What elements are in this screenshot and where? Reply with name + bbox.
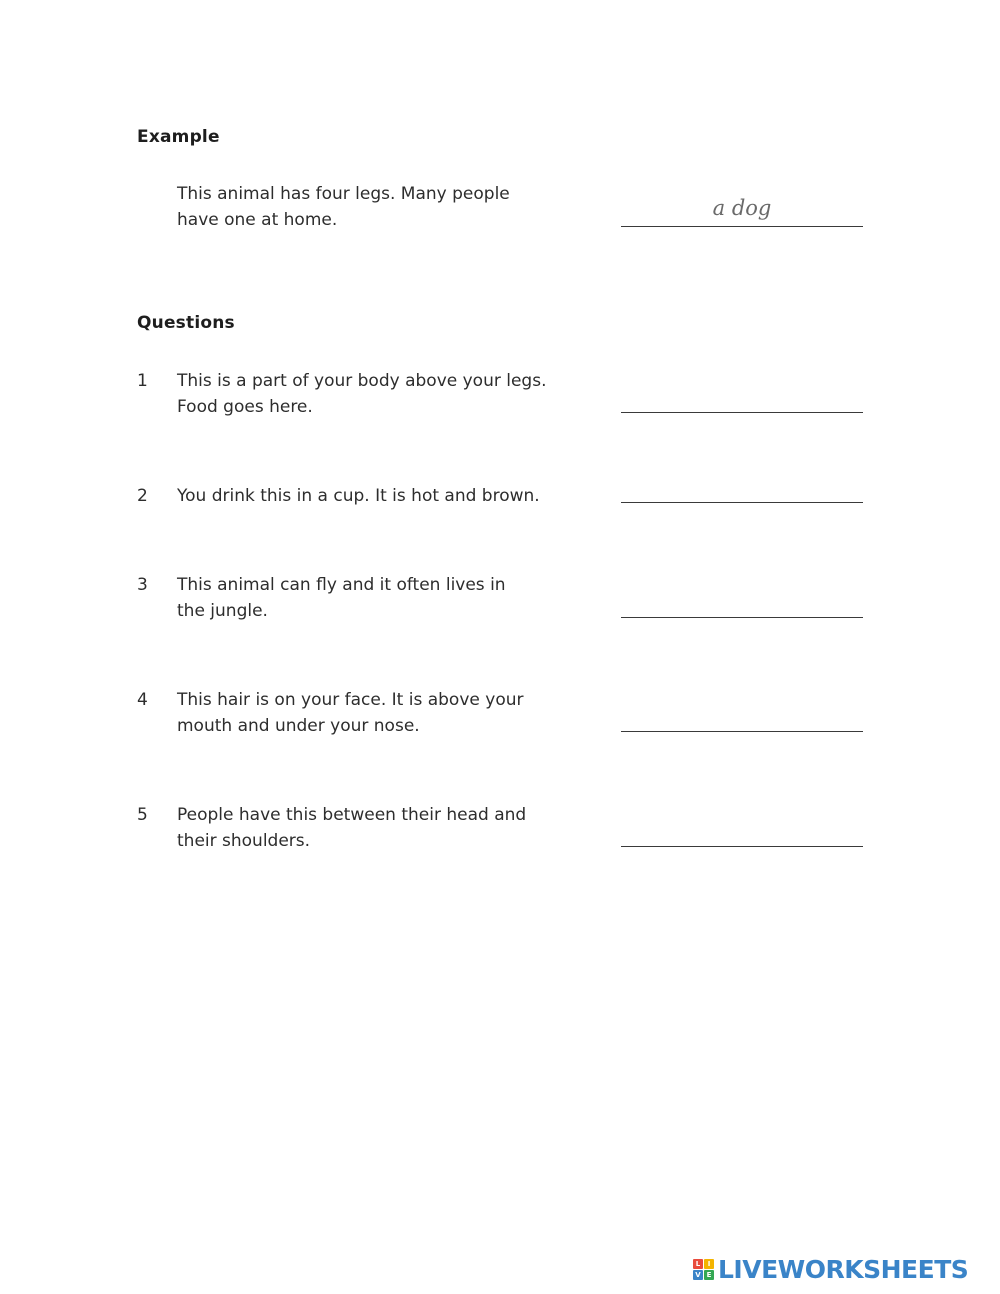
question-line: mouth and under your nose. <box>177 716 420 736</box>
logo-block: I <box>704 1259 714 1269</box>
logo-text: LIVEWORKSHEETS <box>718 1254 969 1284</box>
question-number: 5 <box>137 805 148 825</box>
question-line: You drink this in a cup. It is hot and brown. <box>177 486 540 506</box>
logo-blocks-icon <box>693 1259 714 1280</box>
question-line: This animal can fly and it often lives in <box>177 575 506 595</box>
question-prompt <box>177 572 577 624</box>
logo-block: L <box>693 1259 703 1269</box>
answer-input-4[interactable] <box>621 702 863 730</box>
example-prompt-line: have one at home. <box>177 210 338 230</box>
question-number: 1 <box>137 371 148 391</box>
answer-input-5[interactable] <box>621 817 863 845</box>
answer-input-3[interactable] <box>621 588 863 616</box>
liveworksheets-logo <box>693 1254 968 1284</box>
logo-block: V <box>693 1270 703 1280</box>
question-prompt <box>177 802 577 854</box>
example-heading: Example <box>137 127 220 147</box>
answer-input-1[interactable] <box>621 383 863 411</box>
answer-line-1 <box>621 412 863 413</box>
answer-line-5 <box>621 846 863 847</box>
answer-line-4 <box>621 731 863 732</box>
question-line: Food goes here. <box>177 397 313 417</box>
questions-heading: Questions <box>137 313 235 333</box>
answer-input-2[interactable] <box>621 473 863 501</box>
example-answer-line <box>621 226 863 227</box>
question-prompt <box>177 483 577 509</box>
question-line: This hair is on your face. It is above your <box>177 690 524 710</box>
example-answer: a dog <box>712 196 772 220</box>
answer-line-3 <box>621 617 863 618</box>
question-number: 4 <box>137 690 148 710</box>
question-line: their shoulders. <box>177 831 311 851</box>
question-prompt <box>177 687 577 739</box>
logo-block: E <box>704 1270 714 1280</box>
answer-line-2 <box>621 502 863 503</box>
question-line: This is a part of your body above your legs. <box>177 371 547 391</box>
question-number: 3 <box>137 575 148 595</box>
question-line: the jungle. <box>177 601 268 621</box>
example-prompt <box>177 181 577 233</box>
example-prompt-line: This animal has four legs. Many people <box>177 184 510 204</box>
question-prompt <box>177 368 577 420</box>
question-number: 2 <box>137 486 148 506</box>
question-line: People have this between their head and <box>177 805 527 825</box>
